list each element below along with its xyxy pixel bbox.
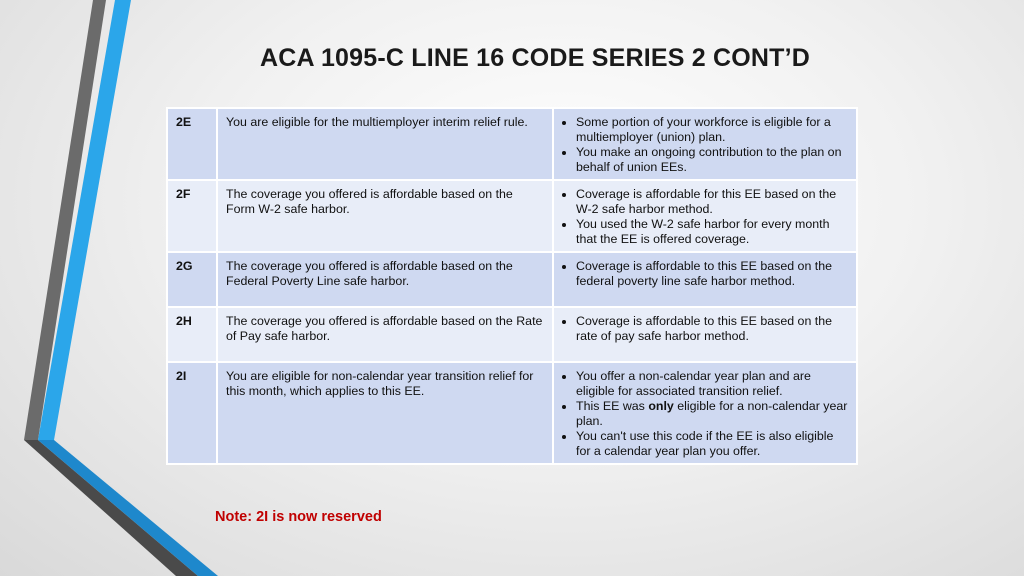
notes-cell	[553, 180, 857, 252]
description-cell: You are eligible for non-calendar year transition relief for this month, which applies to this EE.	[217, 362, 553, 464]
notes-cell	[553, 362, 857, 464]
code-cell: 2F	[167, 180, 217, 252]
code-cell: 2I	[167, 362, 217, 464]
list-item: • Coverage is affordable to this EE based on the federal poverty line safe harbor method.	[576, 259, 848, 289]
notes-cell	[553, 307, 857, 362]
table-row	[167, 362, 857, 464]
description-cell: The coverage you offered is affordable based on the Rate of Pay safe harbor.	[217, 307, 553, 362]
description-cell: The coverage you offered is affordable based on the Form W-2 safe harbor.	[217, 180, 553, 252]
table-row	[167, 108, 857, 180]
code-cell: 2E	[167, 108, 217, 180]
list-item: • You can't use this code if the EE is also eligible for a calendar year plan you offer.	[576, 429, 848, 459]
slide-title: ACA 1095-C LINE 16 CODE SERIES 2 CONT’D	[259, 44, 811, 72]
list-item: • You make an ongoing contribution to the plan on behalf of union EEs.	[576, 145, 848, 175]
notes-cell	[553, 252, 857, 307]
description-cell: You are eligible for the multiemployer interim relief rule.	[217, 108, 553, 180]
notes-cell	[553, 108, 857, 180]
list-item: • Coverage is affordable to this EE based on the rate of pay safe harbor method.	[576, 314, 848, 344]
list-item: • Coverage is affordable for this EE based on the W-2 safe harbor method.	[576, 187, 848, 217]
code-cell: 2H	[167, 307, 217, 362]
list-item: • You offer a non-calendar year plan and are eligible for associated transition relief.	[576, 369, 848, 399]
emphasis-text: only	[648, 399, 674, 413]
description-cell: The coverage you offered is affordable based on the Federal Poverty Line safe harbor.	[217, 252, 553, 307]
table-row	[167, 307, 857, 362]
code-table	[166, 107, 858, 465]
list-item: • You used the W-2 safe harbor for every month that the EE is offered coverage.	[576, 217, 848, 247]
reserved-note: Note: 2I is now reserved	[215, 509, 382, 525]
list-item: • Some portion of your workforce is eligible for a multiemployer (union) plan.	[576, 115, 848, 145]
code-cell: 2G	[167, 252, 217, 307]
table-row	[167, 252, 857, 307]
table-row	[167, 180, 857, 252]
list-item: • This EE was only eligible for a non-calendar year plan.	[576, 399, 848, 429]
